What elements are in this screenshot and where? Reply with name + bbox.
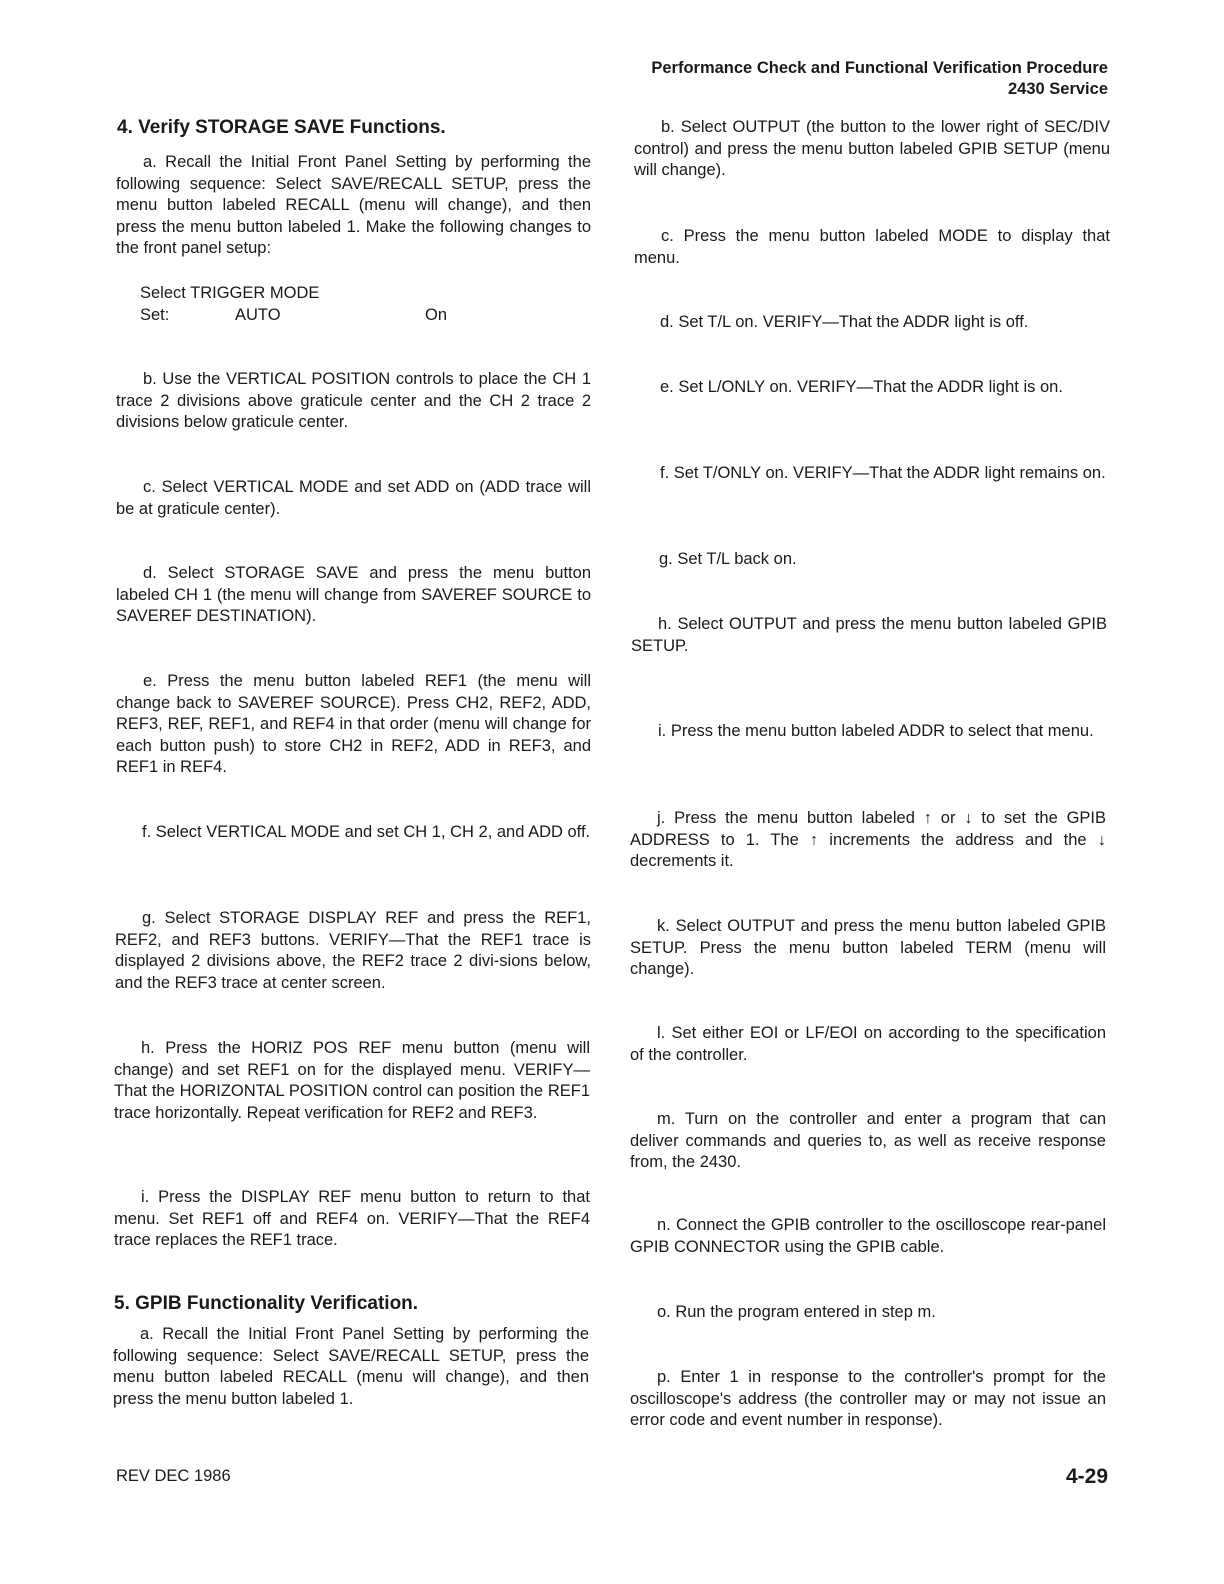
header-subtitle: 2430 Service xyxy=(1007,80,1108,98)
step-5d: d. Set T/L on. VERIFY—That the ADDR light is off. xyxy=(660,313,1029,331)
left-column xyxy=(113,0,591,1584)
page-number: 4-29 xyxy=(1065,1465,1108,1488)
setup-set-state: On xyxy=(425,306,448,324)
step-5k: k. Select OUTPUT and press the menu button labeled GPIB SETUP. Press the menu button labeled TERM (menu will change). xyxy=(630,917,1106,978)
right-column xyxy=(629,0,1110,1584)
step-5a: a. Recall the Initial Front Panel Setting by performing the following sequence: Select SAVE/RECALL SETUP, press the menu button labeled RECALL (menu will change), and then press the menu button labeled 1. xyxy=(113,1325,589,1408)
step-4g: g. Select STORAGE DISPLAY REF and press the REF1, REF2, and REF3 buttons. VERIFY—That the REF1 trace is displayed 2 divisions above, the REF2 trace 2 divi-sions below, and the REF3 trace at center screen. xyxy=(115,909,591,992)
step-5m: m. Turn on the controller and enter a program that can deliver commands and queries to, as well as receive response from, the 2430. xyxy=(630,1110,1106,1171)
setup-set-value: AUTO xyxy=(235,306,281,324)
step-4h: h. Press the HORIZ POS REF menu button (menu will change) and set REF1 on for the displayed menu. VERIFY—That the HORIZONTAL POSITION control can position the REF1 trace horizontally. Repeat verification for REF2 and REF3. xyxy=(114,1039,590,1122)
step-4d: d. Select STORAGE SAVE and press the menu button labeled CH 1 (the menu will change from SAVEREF SOURCE to SAVEREF DESTINATION). xyxy=(116,564,591,625)
step-5g: g. Set T/L back on. xyxy=(659,550,797,568)
step-5p: p. Enter 1 in response to the controller's prompt for the oscilloscope's address (the controller may or may not issue an error code and event number in response). xyxy=(630,1368,1106,1429)
revision-date: REV DEC 1986 xyxy=(116,1467,231,1485)
step-5o: o. Run the program entered in step m. xyxy=(657,1303,936,1321)
step-5e: e. Set L/ONLY on. VERIFY—That the ADDR light is on. xyxy=(660,378,1063,396)
step-5c: c. Press the menu button labeled MODE to display that menu. xyxy=(634,227,1110,267)
section-5-heading: 5. GPIB Functionality Verification. xyxy=(114,1293,419,1314)
setup-line-select: Select TRIGGER MODE xyxy=(140,284,320,302)
step-5i: i. Press the menu button labeled ADDR to select that menu. xyxy=(658,722,1094,740)
setup-set-label: Set: xyxy=(140,306,170,324)
step-5h: h. Select OUTPUT and press the menu button labeled GPIB SETUP. xyxy=(631,615,1107,655)
header-title: Performance Check and Functional Verification Procedure xyxy=(651,59,1108,77)
step-5j: j. Press the menu button labeled ↑ or ↓ to set the GPIB ADDRESS to 1. The ↑ increments the address and the ↓ decrements it. xyxy=(630,809,1106,870)
step-5b: b. Select OUTPUT (the button to the lower right of SEC/DIV control) and press the menu button labeled GPIB SETUP (menu will change). xyxy=(634,118,1110,179)
step-5l: l. Set either EOI or LF/EOI on according to the specification of the controller. xyxy=(630,1024,1106,1064)
step-4f: f. Select VERTICAL MODE and set CH 1, CH 2, and ADD off. xyxy=(142,823,591,841)
step-4b: b. Use the VERTICAL POSITION controls to place the CH 1 trace 2 divisions above graticule center and the CH 2 trace 2 divisions below graticule center. xyxy=(116,370,591,431)
step-4e: e. Press the menu button labeled REF1 (the menu will change back to SAVEREF SOURCE). Press CH2, REF2, ADD, REF3, REF, REF1, and REF4 in that order (menu will change for each button push) to store CH2 in REF2, ADD in REF3, and REF1 in REF4. xyxy=(116,672,591,776)
step-5n: n. Connect the GPIB controller to the oscilloscope rear-panel GPIB CONNECTOR using the GPIB cable. xyxy=(630,1216,1106,1256)
step-5f: f. Set T/ONLY on. VERIFY—That the ADDR light remains on. xyxy=(660,464,1106,482)
section-4-heading: 4. Verify STORAGE SAVE Functions. xyxy=(117,117,446,138)
step-4i: i. Press the DISPLAY REF menu button to return to that menu. Set REF1 off and REF4 on. VERIFY—That the REF4 trace replaces the REF1 trace. xyxy=(114,1188,590,1249)
step-4c: c. Select VERTICAL MODE and set ADD on (ADD trace will be at graticule center). xyxy=(116,478,591,518)
step-4a: a. Recall the Initial Front Panel Setting by performing the following sequence: Select SAVE/RECALL SETUP, press the menu button labeled RECALL (menu will change), and then press the menu button labeled 1. Make the following changes to the front panel setup: xyxy=(116,153,591,257)
